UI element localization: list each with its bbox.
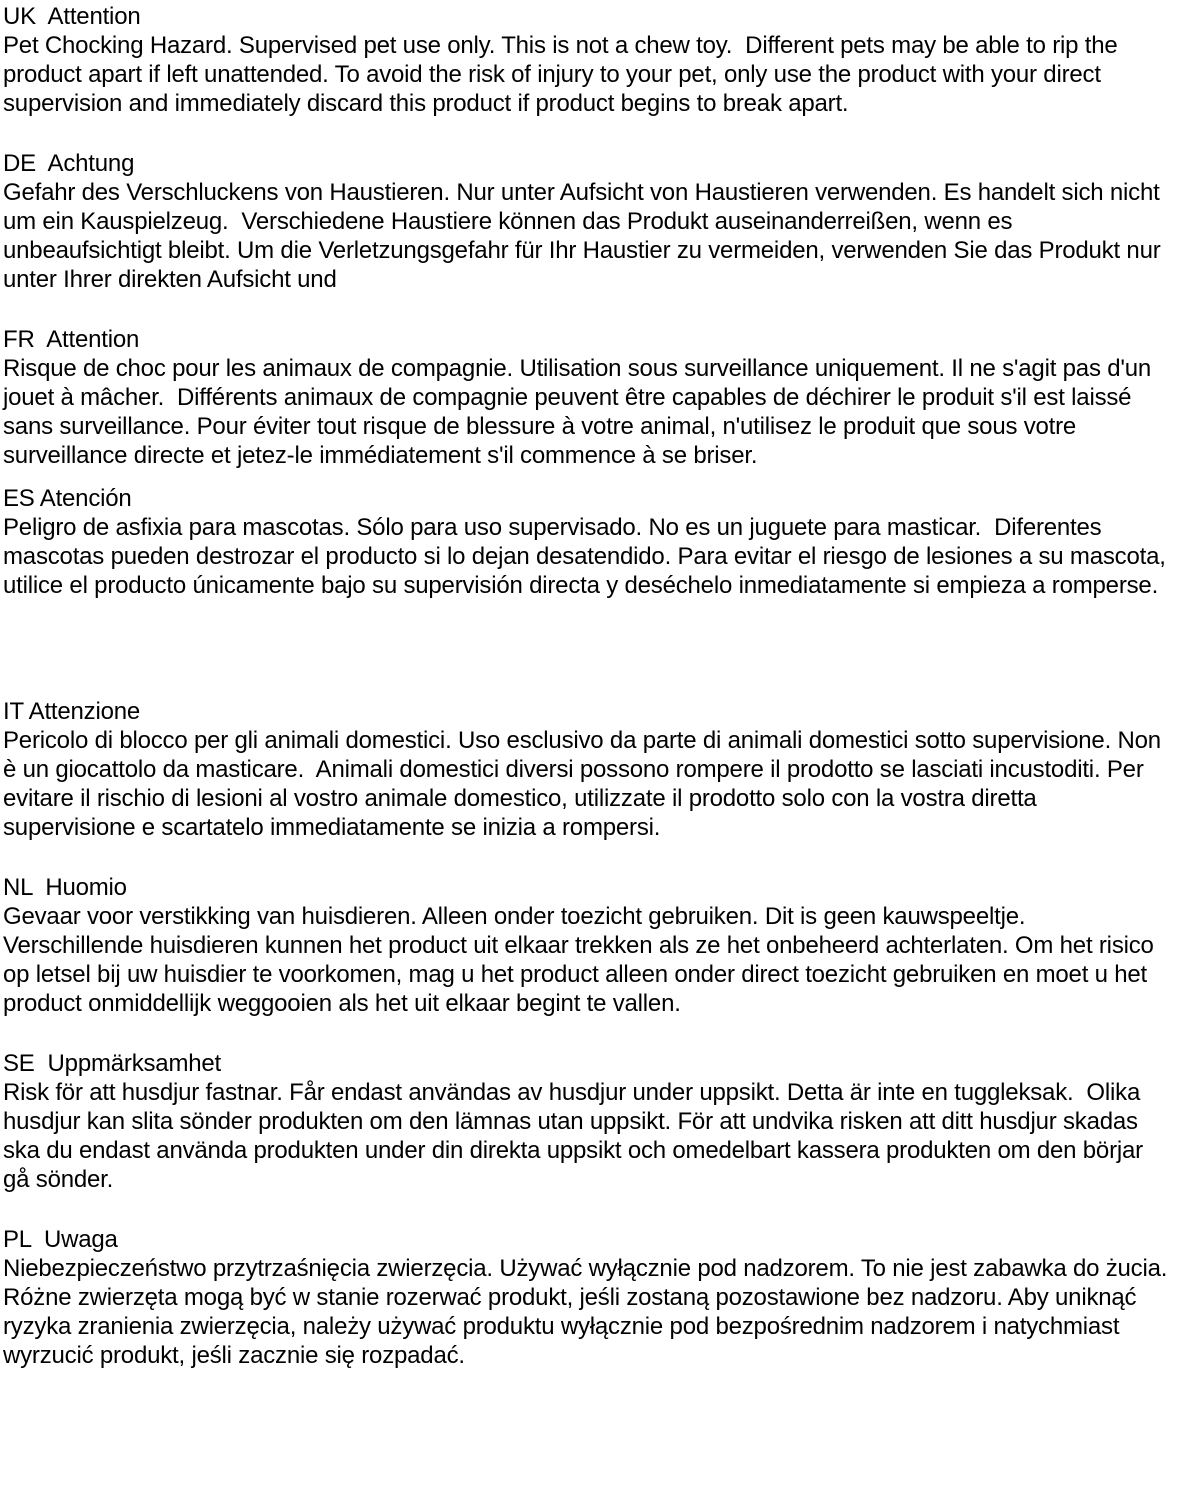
warning-section-it — [3, 697, 1173, 842]
section-body-nl: Gevaar voor verstikking van huisdieren. Alleen onder toezicht gebruiken. Dit is geen kauwspeeltje. Verschillende huisdieren kunnen het product uit elkaar trekken als ze het onbeheerd achterlaten. Om het risico op letsel bij uw huisdier te voorkomen, mag u het product alleen onder direct toezicht gebruiken en moet u het product onmiddellijk weggooien als het uit elkaar begint te vallen. — [3, 903, 1161, 1017]
section-body-de: Gefahr des Verschluckens von Haustieren. Nur unter Aufsicht von Haustieren verwenden. Es handelt sich nicht um ein Kauspielzeug. Verschiedene Haustiere können das Produkt auseinanderreißen, wenn es unbeaufsichtigt bleibt. Um die Verletzungsgefahr für Ihr Haustier zu vermeiden, verwenden Sie das Produkt nur unter Ihrer direkten Aufsicht und — [3, 179, 1167, 293]
section-heading-se: SE Uppmärksamhet — [3, 1050, 222, 1077]
section-body-uk: Pet Chocking Hazard. Supervised pet use only. This is not a chew toy. Different pets may be able to rip the product apart if left unattended. To avoid the risk of injury to your pet, only use the product with your direct supervision and immediately discard this product if product begins to break apart. — [3, 32, 1125, 117]
section-heading-it: IT Attenzione — [3, 698, 141, 725]
warning-section-es — [3, 484, 1173, 600]
section-body-it: Pericolo di blocco per gli animali domestici. Uso esclusivo da parte di animali domestici sotto supervisione. Non è un giocattolo da masticare. Animali domestici diversi possono rompere il prodotto se lasciati incustoditi. Per evitare il rischio di lesioni al vostro animale domestico, utilizzate il prodotto solo con la vostra diretta supervisione e scartatelo immediatamente se inizia a rompersi. — [3, 727, 1168, 841]
warning-section-nl — [3, 873, 1173, 1018]
warning-section-pl — [3, 1225, 1181, 1370]
section-heading-fr: FR Attention — [3, 326, 140, 353]
section-body-es: Peligro de asfixia para mascotas. Sólo para uso supervisado. No es un juguete para masticar. Diferentes mascotas pueden destrozar el producto si lo dejan desatendido. Para evitar el riesgo de lesiones a su mascota, utilice el producto únicamente bajo su supervisión directa y deséchelo inmediatamente si empieza a romperse. — [3, 514, 1173, 599]
section-body-se: Risk för att husdjur fastnar. Får endast användas av husdjur under uppsikt. Detta är inte en tuggleksak. Olika husdjur kan slita sönder produkten om den lämnas utan uppsikt. För att undvika risken att ditt husdjur skadas ska du endast använda produkten under din direkta uppsikt och omedelbart kassera produkten om den börjar gå sönder. — [3, 1079, 1150, 1193]
section-body-pl: Niebezpieczeństwo przytrzaśnięcia zwierzęcia. Używać wyłącznie pod nadzorem. To nie jest zabawka do żucia. Różne zwierzęta mogą być w stanie rozerwać produkt, jeśli zostaną pozostawione bez nadzoru. Aby uniknąć ryzyka zranienia zwierzęcia, należy używać produktu wyłącznie pod bezpośrednim nadzorem i natychmiast wyrzucić produkt, jeśli zacznie się rozpadać. — [3, 1255, 1181, 1369]
warning-section-se — [3, 1049, 1173, 1194]
section-heading-uk: UK Attention — [3, 3, 141, 30]
section-heading-es: ES Atención — [3, 485, 132, 512]
warning-section-fr — [3, 325, 1173, 470]
section-body-fr: Risque de choc pour les animaux de compagnie. Utilisation sous surveillance uniquement. Il ne s'agit pas d'un jouet à mâcher. Différents animaux de compagnie peuvent être capables de déchirer le produit s'il est laissé sans surveillance. Pour éviter tout risque de blessure à votre animal, n'utilisez le produit que sous votre surveillance directe et jetez-le immédiatement s'il commence à se briser. — [3, 355, 1158, 469]
section-heading-de: DE Achtung — [3, 150, 135, 177]
section-heading-nl: NL Huomio — [3, 874, 127, 901]
section-heading-pl: PL Uwaga — [3, 1226, 118, 1253]
warning-section-uk — [3, 2, 1173, 118]
warning-section-de — [3, 149, 1173, 294]
